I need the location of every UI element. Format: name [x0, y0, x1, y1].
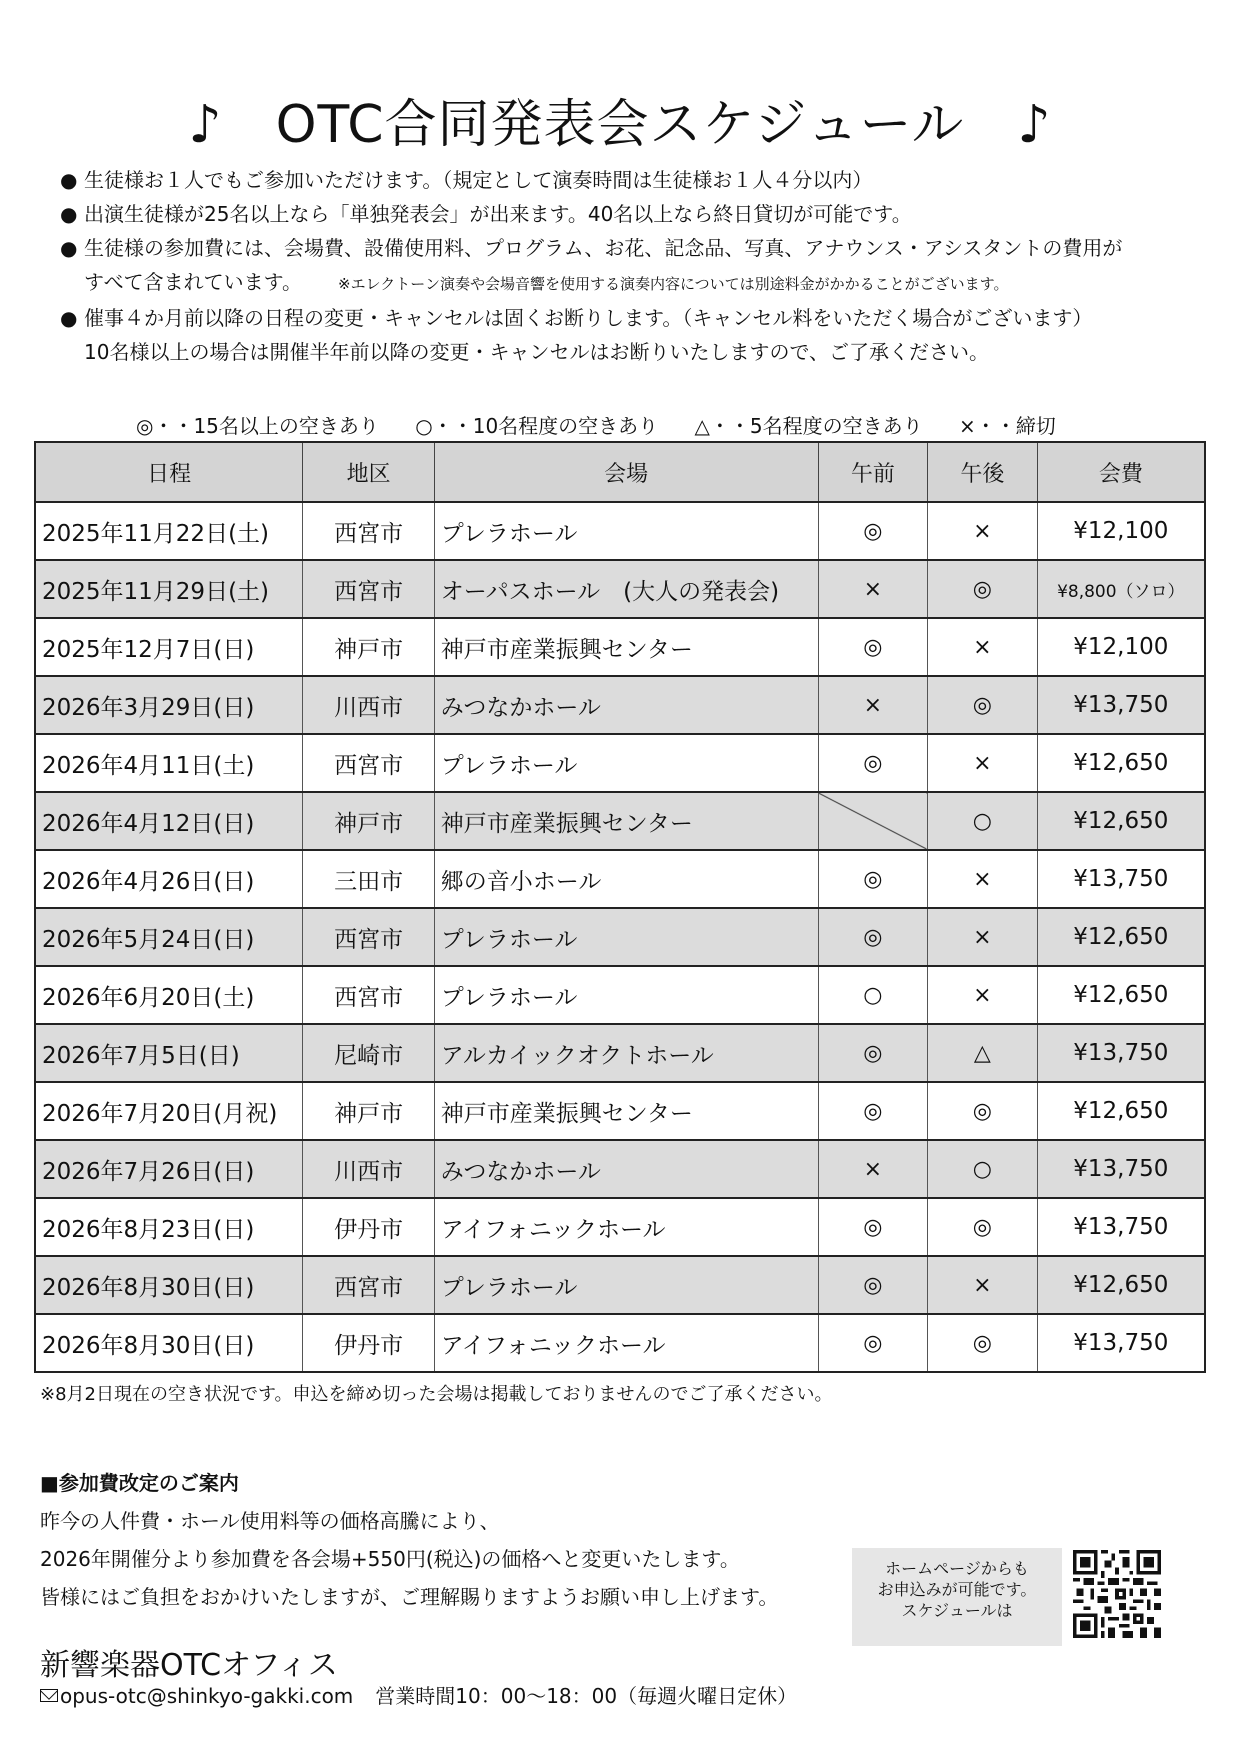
- cell-pm: ◎: [928, 676, 1038, 734]
- cell-pm: ◎: [928, 1314, 1038, 1372]
- note-4: ● 催事４か月前以降の日程の変更・キャンセルは固くお断りします。（キャンセル料をいただく場合がございます）: [60, 301, 1200, 335]
- mail-icon: [40, 1689, 58, 1702]
- cell-am: ◎: [818, 618, 928, 676]
- cell-fee: ¥8,800（ソロ）: [1037, 560, 1205, 618]
- cell-area: 西宮市: [303, 734, 434, 792]
- legend-cross: ×・・締切: [959, 414, 1056, 438]
- cell-area: 西宮市: [303, 908, 434, 966]
- cell-date: 2026年7月20日(月祝): [35, 1082, 303, 1140]
- cell-fee: ¥12,650: [1037, 1256, 1205, 1314]
- header-date: 日程: [35, 442, 303, 502]
- cell-area: 伊丹市: [303, 1198, 434, 1256]
- fee-notice: [40, 1464, 778, 1616]
- table-row: [35, 1024, 1205, 1082]
- cell-date: 2026年4月11日(土): [35, 734, 303, 792]
- cell-venue: みつなかホール: [434, 1140, 818, 1198]
- table-row: [35, 966, 1205, 1024]
- cell-area: 西宮市: [303, 502, 434, 560]
- cell-area: 川西市: [303, 1140, 434, 1198]
- cell-area: 伊丹市: [303, 1314, 434, 1372]
- cell-am: ×: [818, 560, 928, 618]
- table-row: [35, 734, 1205, 792]
- contact-info: [40, 1680, 797, 1709]
- cell-date: 2026年7月5日(日): [35, 1024, 303, 1082]
- header-venue: 会場: [434, 442, 818, 502]
- cell-area: 神戸市: [303, 618, 434, 676]
- table-row: [35, 1256, 1205, 1314]
- cell-pm: ○: [928, 1140, 1038, 1198]
- cell-pm: ×: [928, 1256, 1038, 1314]
- table-row: [35, 1314, 1205, 1372]
- homepage-line: スケジュールは: [901, 1601, 1013, 1620]
- cell-am: ×: [818, 676, 928, 734]
- page-title: ♪ OTC合同発表会スケジュール ♪: [188, 95, 1052, 155]
- cell-pm: ◎: [928, 1082, 1038, 1140]
- legend-triangle: △・・5名程度の空きあり: [694, 414, 923, 438]
- cell-fee: ¥13,750: [1037, 1024, 1205, 1082]
- cell-venue: 神戸市産業振興センター: [434, 618, 818, 676]
- table-row: [35, 1198, 1205, 1256]
- cell-pm: ◎: [928, 560, 1038, 618]
- cell-fee: ¥12,650: [1037, 908, 1205, 966]
- legend-double-circle: ◎・・15名以上の空きあり: [136, 414, 379, 438]
- table-row: [35, 676, 1205, 734]
- cell-am: ◎: [818, 908, 928, 966]
- cell-date: 2026年3月29日(日): [35, 676, 303, 734]
- cell-date: 2026年8月30日(日): [35, 1256, 303, 1314]
- header-am: 午前: [818, 442, 928, 502]
- homepage-line: ホームページからも: [885, 1559, 1029, 1578]
- qr-code-icon[interactable]: [1073, 1548, 1161, 1640]
- table-row: [35, 908, 1205, 966]
- homepage-line: お申込みが可能です。: [877, 1580, 1037, 1599]
- cell-pm: ×: [928, 502, 1038, 560]
- table-row: [35, 1140, 1205, 1198]
- cell-pm: ×: [928, 734, 1038, 792]
- cell-fee: ¥12,650: [1037, 734, 1205, 792]
- header-area: 地区: [303, 442, 434, 502]
- cell-date: 2025年12月7日(日): [35, 618, 303, 676]
- cell-date: 2025年11月22日(土): [35, 502, 303, 560]
- cell-venue: オーパスホール (大人の発表会): [434, 560, 818, 618]
- cell-venue: アイフォニックホール: [434, 1198, 818, 1256]
- cell-pm: ◎: [928, 1198, 1038, 1256]
- cell-date: 2025年11月29日(土): [35, 560, 303, 618]
- cell-date: 2026年4月26日(日): [35, 850, 303, 908]
- cell-pm: ×: [928, 618, 1038, 676]
- footnote: ※8月2日現在の空き状況です。申込を締め切った会場は掲載しておりませんのでご了承ください。: [40, 1384, 833, 1405]
- cell-venue: 郷の音小ホール: [434, 850, 818, 908]
- cell-am: ○: [818, 966, 928, 1024]
- cell-fee: ¥13,750: [1037, 1198, 1205, 1256]
- cell-venue: 神戸市産業振興センター: [434, 792, 818, 850]
- note-4-cont: 10名様以上の場合は開催半年前以降の変更・キャンセルはお断りいたしますので、ご了承ください。: [84, 340, 990, 364]
- cell-date: 2026年5月24日(日): [35, 908, 303, 966]
- business-hours: 営業時間10：00〜18：00（毎週火曜日定休）: [375, 1684, 798, 1708]
- cell-venue: みつなかホール: [434, 676, 818, 734]
- cell-am-unavailable: [818, 792, 928, 850]
- cell-date: 2026年8月30日(日): [35, 1314, 303, 1372]
- cell-pm: ×: [928, 908, 1038, 966]
- cell-fee: ¥13,750: [1037, 676, 1205, 734]
- cell-area: 川西市: [303, 676, 434, 734]
- cell-fee: ¥12,100: [1037, 618, 1205, 676]
- cell-area: 西宮市: [303, 966, 434, 1024]
- cell-fee: ¥13,750: [1037, 850, 1205, 908]
- table-header-row: [35, 442, 1205, 502]
- cell-pm: ×: [928, 966, 1038, 1024]
- cell-date: 2026年8月23日(日): [35, 1198, 303, 1256]
- note-3: ● 生徒様の参加費には、会場費、設備使用料、プログラム、お花、記念品、写真、アナウンス・アシスタントの費用が: [60, 231, 1200, 265]
- cell-am: ◎: [818, 734, 928, 792]
- fee-notice-heading: ■参加費改定のご案内: [40, 1471, 239, 1495]
- table-row: [35, 1082, 1205, 1140]
- cell-area: 西宮市: [303, 1256, 434, 1314]
- cell-area: 神戸市: [303, 792, 434, 850]
- cell-fee: ¥13,750: [1037, 1314, 1205, 1372]
- cell-area: 尼崎市: [303, 1024, 434, 1082]
- cell-am: ◎: [818, 1198, 928, 1256]
- note-1: ● 生徒様お１人でもご参加いただけます。（規定として演奏時間は生徒様お１人４分以内）: [60, 163, 1200, 197]
- header-pm: 午後: [928, 442, 1038, 502]
- cell-fee: ¥12,100: [1037, 502, 1205, 560]
- fee-notice-line: 皆様にはご負担をおかけいたしますが、ご理解賜りますようお願い申し上げます。: [40, 1585, 779, 1609]
- cell-venue: 神戸市産業振興センター: [434, 1082, 818, 1140]
- cell-pm: ○: [928, 792, 1038, 850]
- legend-circle: ○・・10名程度の空きあり: [415, 414, 659, 438]
- cell-venue: プレラホール: [434, 1256, 818, 1314]
- cell-area: 三田市: [303, 850, 434, 908]
- cell-venue: プレラホール: [434, 908, 818, 966]
- company-name: 新響楽器OTCオフィス: [40, 1648, 338, 1683]
- fee-notice-line: 昨今の人件費・ホール使用料等の価格高騰により、: [40, 1509, 500, 1533]
- cell-pm: ×: [928, 850, 1038, 908]
- cell-venue: プレラホール: [434, 502, 818, 560]
- cell-fee: ¥13,750: [1037, 1140, 1205, 1198]
- cell-fee: ¥12,650: [1037, 792, 1205, 850]
- fee-notice-line: 2026年開催分より参加費を各会場+550円(税込)の価格へと変更いたします。: [40, 1547, 740, 1571]
- cell-am: ◎: [818, 502, 928, 560]
- cell-am: ◎: [818, 1024, 928, 1082]
- table-row: [35, 618, 1205, 676]
- schedule-table: [34, 441, 1206, 1373]
- table-row: [35, 502, 1205, 560]
- table-row: [35, 560, 1205, 618]
- note-3-cont: [60, 265, 1200, 301]
- cell-fee: ¥12,650: [1037, 1082, 1205, 1140]
- cell-am: ◎: [818, 1314, 928, 1372]
- cell-date: 2026年7月26日(日): [35, 1140, 303, 1198]
- cell-venue: アルカイックオクトホール: [434, 1024, 818, 1082]
- table-row: [35, 792, 1205, 850]
- cell-venue: プレラホール: [434, 734, 818, 792]
- cell-area: 西宮市: [303, 560, 434, 618]
- cell-venue: プレラホール: [434, 966, 818, 1024]
- cell-am: ◎: [818, 1082, 928, 1140]
- note-2: ● 出演生徒様が25名以上なら「単独発表会」が出来ます。40名以上なら終日貸切が可能です。: [60, 197, 1200, 231]
- homepage-box: [852, 1548, 1062, 1646]
- cell-area: 神戸市: [303, 1082, 434, 1140]
- cell-am: ◎: [818, 1256, 928, 1314]
- note-3-cont-text: すべて含まれています。: [84, 270, 302, 294]
- cell-venue: アイフォニックホール: [434, 1314, 818, 1372]
- table-row: [35, 850, 1205, 908]
- cell-fee: ¥12,650: [1037, 966, 1205, 1024]
- cell-date: 2026年4月12日(日): [35, 792, 303, 850]
- cell-date: 2026年6月20日(土): [35, 966, 303, 1024]
- cell-am: ◎: [818, 850, 928, 908]
- legend: [136, 410, 1086, 439]
- note-3-small: ※エレクトーン演奏や会場音響を使用する演奏内容については別途料金がかかることがございます。: [338, 275, 1009, 293]
- cell-am: ×: [818, 1140, 928, 1198]
- cell-pm: △: [928, 1024, 1038, 1082]
- contact-email[interactable]: opus-otc@shinkyo-gakki.com: [60, 1684, 354, 1708]
- header-fee: 会費: [1037, 442, 1205, 502]
- notes: [60, 163, 1200, 369]
